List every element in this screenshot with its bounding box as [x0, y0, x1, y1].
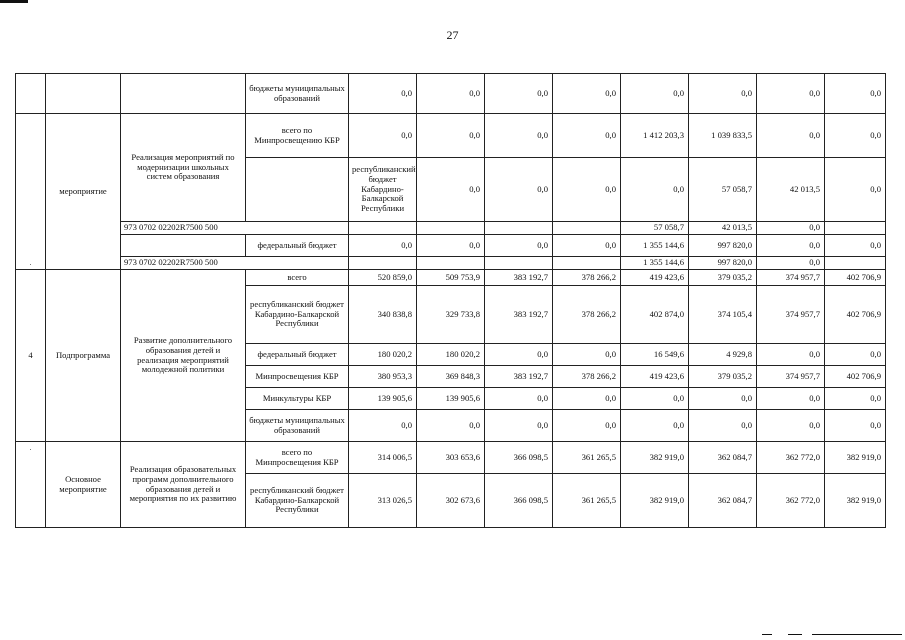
value-cell: 139 905,6: [349, 388, 417, 410]
value-cell: [553, 257, 621, 270]
budget-table: [15, 73, 886, 528]
value-cell: 379 035,2: [689, 270, 757, 286]
value-cell: 0,0: [349, 114, 417, 158]
value-cell: 0,0: [757, 74, 825, 114]
value-cell: 997 820,0: [689, 257, 757, 270]
row-type-cell: Основное мероприятие: [46, 442, 121, 528]
value-cell: 0,0: [757, 235, 825, 257]
value-cell: 520 859,0: [349, 270, 417, 286]
value-cell: 380 953,3: [349, 366, 417, 388]
value-cell: 361 265,5: [553, 474, 621, 528]
row-number-cell: [16, 442, 46, 528]
value-cell: 383 192,7: [485, 270, 553, 286]
value-cell: 0,0: [825, 344, 886, 366]
value-cell: 0,0: [553, 158, 621, 222]
value-cell: 0,0: [553, 235, 621, 257]
budget-code-cell: 973 0702 02202R7500 500: [121, 222, 349, 235]
value-cell: 378 266,2: [553, 286, 621, 344]
value-cell: 402 706,9: [825, 286, 886, 344]
value-cell: 0,0: [621, 388, 689, 410]
value-cell: 0,0: [485, 74, 553, 114]
corner-mark: [0, 0, 28, 3]
value-cell: 378 266,2: [553, 270, 621, 286]
value-cell: 0,0: [485, 158, 553, 222]
row-number-cell: [16, 114, 46, 270]
value-cell: 362 084,7: [689, 474, 757, 528]
value-cell: 366 098,5: [485, 442, 553, 474]
value-cell: 362 084,7: [689, 442, 757, 474]
row-name-cell: Реализация образовательных программ дополнительного образования детей и мероприятия по их развитию: [121, 442, 246, 528]
value-cell: 0,0: [553, 114, 621, 158]
value-cell: 0,0: [825, 74, 886, 114]
value-cell: [825, 257, 886, 270]
value-cell: 0,0: [825, 114, 886, 158]
value-cell: 0,0: [485, 388, 553, 410]
row-name-cell: [121, 74, 246, 114]
value-cell: 366 098,5: [485, 474, 553, 528]
budget-source-cell: республиканский бюджет Кабардино-Балкарской Республики: [349, 158, 417, 222]
value-cell: 0,0: [417, 74, 485, 114]
value-cell: 0,0: [757, 257, 825, 270]
value-cell: 379 035,2: [689, 366, 757, 388]
value-cell: 402 874,0: [621, 286, 689, 344]
table-row: [16, 74, 886, 114]
value-cell: 1 039 833,5: [689, 114, 757, 158]
budget-source-cell: всего по Минпросвещению КБР: [246, 114, 349, 158]
value-cell: 0,0: [689, 388, 757, 410]
budget-source-cell: всего по Минпросвещения КБР: [246, 442, 349, 474]
value-cell: 0,0: [621, 410, 689, 442]
value-cell: 16 549,6: [621, 344, 689, 366]
value-cell: 997 820,0: [689, 235, 757, 257]
value-cell: 0,0: [553, 410, 621, 442]
value-cell: 0,0: [757, 410, 825, 442]
value-cell: 57 058,7: [689, 158, 757, 222]
value-cell: [349, 257, 417, 270]
value-cell: 0,0: [553, 344, 621, 366]
value-cell: 313 026,5: [349, 474, 417, 528]
value-cell: 0,0: [417, 114, 485, 158]
value-cell: 0,0: [485, 114, 553, 158]
value-cell: 0,0: [417, 158, 485, 222]
value-cell: 362 772,0: [757, 442, 825, 474]
value-cell: 314 006,5: [349, 442, 417, 474]
value-cell: 0,0: [757, 388, 825, 410]
row-type-cell: [46, 74, 121, 114]
value-cell: [417, 257, 485, 270]
value-cell: 329 733,8: [417, 286, 485, 344]
value-cell: 303 653,6: [417, 442, 485, 474]
value-cell: 378 266,2: [553, 366, 621, 388]
budget-source-cell: Минкультуры КБР: [246, 388, 349, 410]
value-cell: 139 905,6: [417, 388, 485, 410]
value-cell: 57 058,7: [621, 222, 689, 235]
page-number: 27: [446, 28, 459, 42]
value-cell: [553, 222, 621, 235]
budget-source-cell: бюджеты муниципальных образований: [246, 410, 349, 442]
budget-source-cell: бюджеты муниципальных образований: [246, 74, 349, 114]
value-cell: 369 848,3: [417, 366, 485, 388]
value-cell: 180 020,2: [349, 344, 417, 366]
value-cell: 361 265,5: [553, 442, 621, 474]
value-cell: 382 919,0: [825, 474, 886, 528]
value-cell: 382 919,0: [621, 474, 689, 528]
table-row: [16, 235, 886, 257]
budget-table-container: [15, 73, 884, 528]
value-cell: 180 020,2: [417, 344, 485, 366]
value-cell: 0,0: [349, 410, 417, 442]
budget-source-cell: республиканский бюджет Кабардино-Балкарской Республики: [246, 474, 349, 528]
table-row: [16, 270, 886, 286]
value-cell: 0,0: [825, 388, 886, 410]
value-cell: 374 957,7: [757, 270, 825, 286]
value-cell: 509 753,9: [417, 270, 485, 286]
row-name-cell: [246, 158, 349, 222]
value-cell: 0,0: [621, 74, 689, 114]
signature-line: [762, 634, 902, 635]
budget-source-cell: всего: [246, 270, 349, 286]
value-cell: 0,0: [757, 344, 825, 366]
value-cell: 0,0: [417, 410, 485, 442]
value-cell: 419 423,6: [621, 366, 689, 388]
value-cell: 0,0: [349, 235, 417, 257]
value-cell: 0,0: [553, 74, 621, 114]
value-cell: 374 105,4: [689, 286, 757, 344]
value-cell: 0,0: [825, 235, 886, 257]
value-cell: 0,0: [553, 388, 621, 410]
value-cell: 402 706,9: [825, 270, 886, 286]
value-cell: 0,0: [485, 410, 553, 442]
value-cell: 340 838,8: [349, 286, 417, 344]
budget-source-cell: республиканский бюджет Кабардино-Балкарской Республики: [246, 286, 349, 344]
value-cell: 1 412 203,3: [621, 114, 689, 158]
value-cell: [485, 222, 553, 235]
value-cell: 42 013,5: [689, 222, 757, 235]
value-cell: 362 772,0: [757, 474, 825, 528]
value-cell: [417, 222, 485, 235]
value-cell: 382 919,0: [825, 442, 886, 474]
value-cell: 0,0: [825, 410, 886, 442]
value-cell: 419 423,6: [621, 270, 689, 286]
scan-mark: .: [29, 444, 32, 452]
row-name-cell: Развитие дополнительного образования детей и реализация мероприятий молодежной политики: [121, 270, 246, 442]
value-cell: 0,0: [621, 158, 689, 222]
value-cell: [485, 257, 553, 270]
row-type-cell: Подпрограмма: [46, 270, 121, 442]
budget-source-cell: Минпросвещения КБР: [246, 366, 349, 388]
table-row: [16, 442, 886, 474]
table-row: [16, 257, 886, 270]
value-cell: 302 673,6: [417, 474, 485, 528]
value-cell: 383 192,7: [485, 366, 553, 388]
budget-source-cell: федеральный бюджет: [246, 344, 349, 366]
value-cell: 383 192,7: [485, 286, 553, 344]
value-cell: 0,0: [485, 235, 553, 257]
value-cell: 0,0: [417, 235, 485, 257]
value-cell: 0,0: [757, 114, 825, 158]
value-cell: 0,0: [689, 410, 757, 442]
value-cell: 374 957,7: [757, 366, 825, 388]
row-name-cell: [121, 235, 246, 257]
value-cell: 1 355 144,6: [621, 235, 689, 257]
row-number-cell: 4: [16, 270, 46, 442]
value-cell: 0,0: [485, 344, 553, 366]
budget-source-cell: федеральный бюджет: [246, 235, 349, 257]
row-number-cell: [16, 74, 46, 114]
row-name-cell: Реализация мероприятий по модернизации школьных систем образования: [121, 114, 246, 222]
row-type-cell: мероприятие: [46, 114, 121, 270]
value-cell: 0,0: [689, 74, 757, 114]
value-cell: 0,0: [825, 158, 886, 222]
value-cell: 4 929,8: [689, 344, 757, 366]
table-row: [16, 222, 886, 235]
value-cell: 42 013,5: [757, 158, 825, 222]
value-cell: [825, 222, 886, 235]
value-cell: 402 706,9: [825, 366, 886, 388]
value-cell: 374 957,7: [757, 286, 825, 344]
value-cell: 0,0: [349, 74, 417, 114]
value-cell: [349, 222, 417, 235]
table-row: [16, 114, 886, 158]
value-cell: 0,0: [757, 222, 825, 235]
value-cell: 382 919,0: [621, 442, 689, 474]
value-cell: 1 355 144,6: [621, 257, 689, 270]
scan-mark: .: [29, 259, 32, 268]
budget-code-cell: 973 0702 02202R7500 500: [121, 257, 349, 270]
